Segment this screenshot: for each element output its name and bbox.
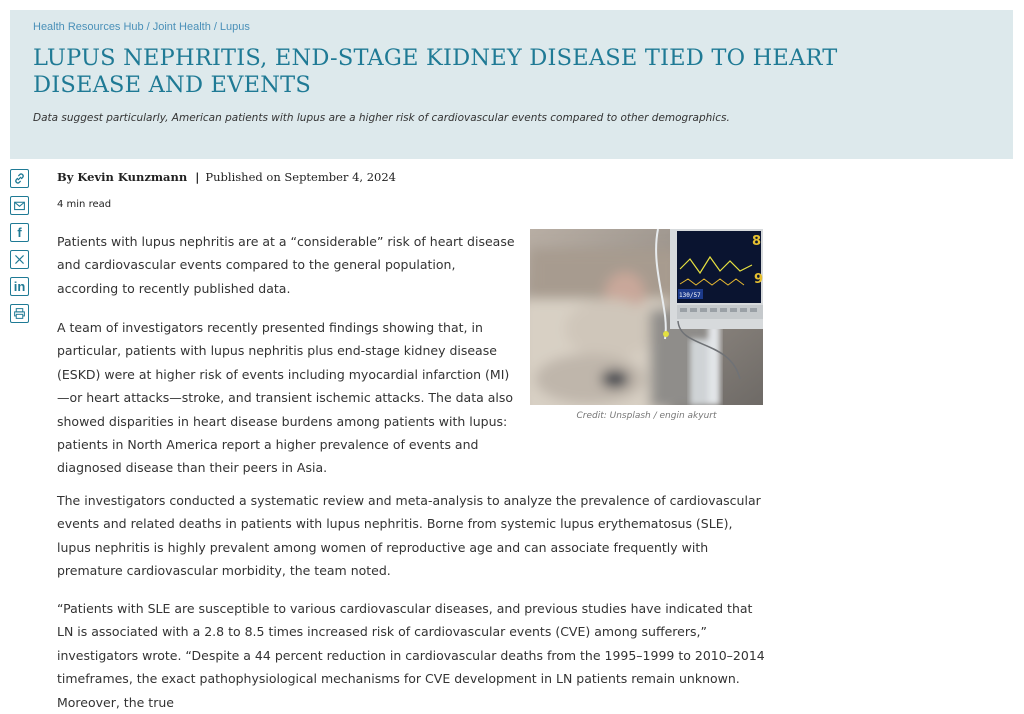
byline — [57, 170, 396, 184]
facebook-icon: f — [17, 225, 22, 240]
article-subtitle: Data suggest particularly, American patients with lupus are a higher risk of cardiovascular events compared to other demographics. — [33, 112, 730, 124]
article-paragraph: The investigators conducted a systematic review and meta-analysis to analyze the prevalence of cardiovascular events and related deaths in patients with lupus nephritis. Borne from systemic lupus erythematosus (SLE), lupus nephritis is highly prevalent among women of reproductive age and can associate frequently with premature cardiovascular morbidity, the team noted. — [57, 493, 761, 579]
read-time: 4 min read — [57, 199, 112, 210]
breadcrumb — [33, 21, 250, 33]
breadcrumb-section-link[interactable]: Joint Health — [152, 21, 211, 33]
monitor-mid-reading: 9 — [754, 272, 763, 287]
facebook-share-button[interactable] — [10, 223, 29, 242]
email-share-button[interactable] — [10, 196, 29, 215]
article-paragraph: Patients with lupus nephritis are at a “considerable” risk of heart disease and cardiovascular events compared to the general population, according to recently published data. — [57, 234, 515, 296]
hospital-patient-monitor-image — [530, 229, 763, 405]
linkedin-share-button[interactable] — [10, 277, 29, 296]
share-toolbar — [10, 169, 31, 331]
link-icon — [13, 172, 26, 185]
print-button[interactable] — [10, 304, 29, 323]
breadcrumb-separator: / — [146, 21, 150, 33]
x-share-button[interactable] — [10, 250, 29, 269]
byline-separator: | — [195, 170, 200, 184]
breadcrumb-separator: / — [213, 21, 217, 33]
breadcrumb-home-link[interactable]: Health Resources Hub — [33, 21, 144, 33]
x-icon — [13, 253, 26, 266]
article-paragraph: A team of investigators recently presented findings showing that, in particular, patients with lupus nephritis plus end-stage kidney disease (ESKD) were at higher risk of events including myocardial infarction (MI)—or heart attacks—stroke, and transient ischemic attacks. The data also showed disparities in heart disease burdens among patients with lupus: patients in North America report a higher prevalence of events and diagnosed disease than their peers in Asia. — [57, 320, 514, 476]
author-name[interactable]: By Kevin Kunzmann — [57, 170, 188, 184]
copy-link-button[interactable] — [10, 169, 29, 188]
breadcrumb-topic-link[interactable]: Lupus — [219, 21, 250, 33]
image-caption: Credit: Unsplash / engin akyurt — [576, 411, 717, 421]
article-image — [530, 229, 763, 405]
monitor-bp-reading: 130/57 — [679, 292, 701, 299]
linkedin-icon: in — [13, 279, 26, 294]
monitor-top-reading: 8 — [752, 234, 762, 249]
print-icon — [13, 307, 26, 320]
article-title: LUPUS NEPHRITIS, END-STAGE KIDNEY DISEASE TIED TO HEART DISEASE AND EVENTS — [33, 45, 838, 98]
article-paragraph: “Patients with SLE are susceptible to various cardiovascular diseases, and previous studies have indicated that LN is associated with a 2.8 to 8.5 times increased risk of cardiovascular events (CVE) among sufferers,” investigators wrote. “Despite a 44 percent reduction in cardiovascular deaths from the 1995–1999 to 2010–2014 timeframes, the exact pathophysiological mechanisms for CVE development in LN patients remain unknown. Moreover, the true — [57, 601, 765, 710]
email-icon — [13, 199, 26, 212]
publish-date: Published on September 4, 2024 — [205, 170, 396, 184]
